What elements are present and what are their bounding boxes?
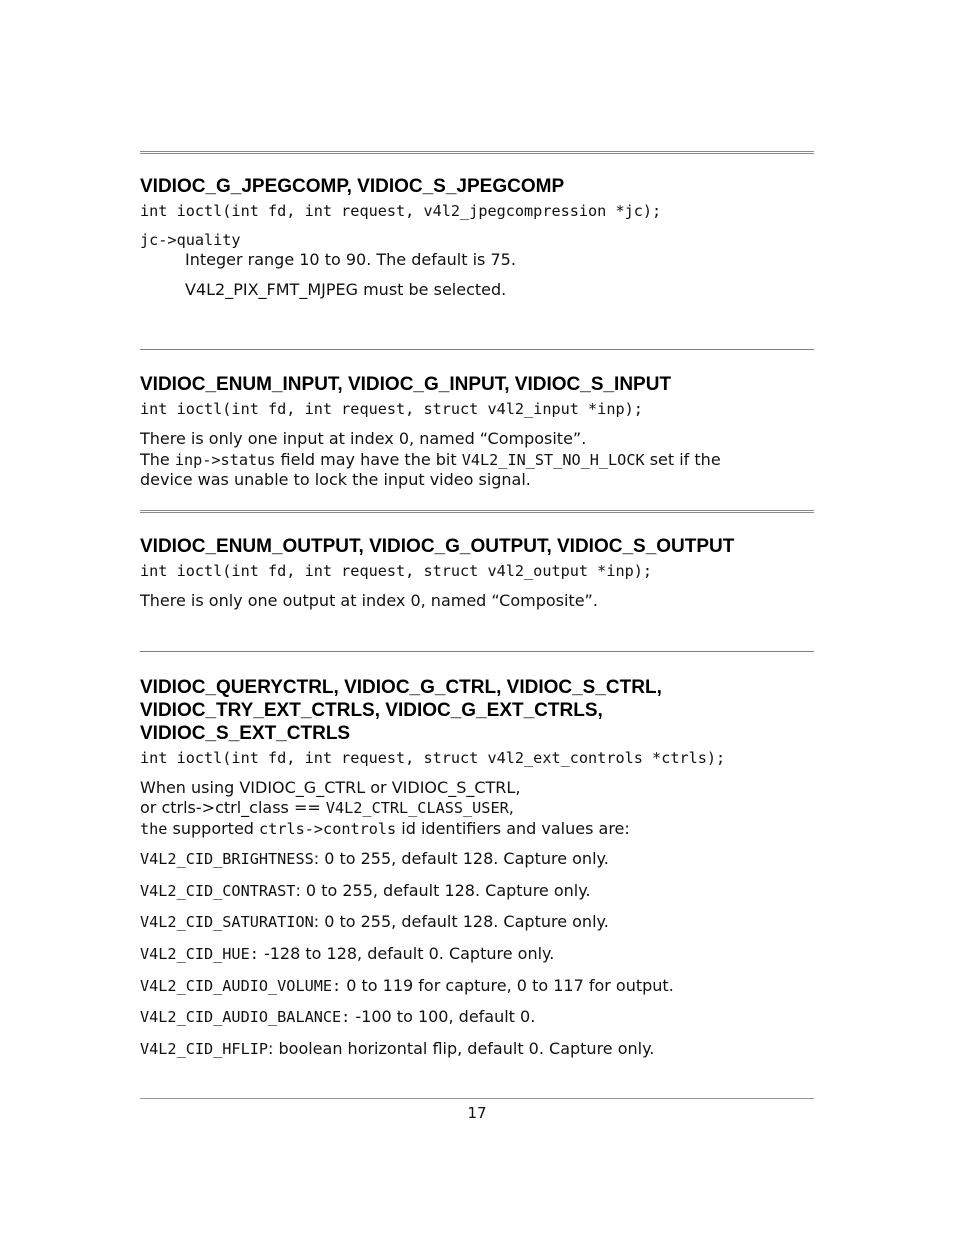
footer-divider xyxy=(140,1098,814,1099)
paragraph xyxy=(140,819,630,839)
control-desc: : 0 to 255, default 128. Capture only. xyxy=(313,849,609,868)
code-text: inp->status xyxy=(174,451,276,469)
control-item-contrast xyxy=(140,881,591,901)
control-item-hue xyxy=(140,944,554,964)
section-divider xyxy=(140,510,814,513)
code-text: ctrls->controls xyxy=(259,820,397,838)
control-id: V4L2_CID_AUDIO_BALANCE: xyxy=(140,1008,351,1026)
heading-line: VIDIOC_QUERYCTRL, VIDIOC_G_CTRL, VIDIOC_S_CTRL, xyxy=(140,677,662,698)
text: id identifiers and values are: xyxy=(396,819,630,838)
section-divider xyxy=(140,151,814,154)
paragraph xyxy=(140,798,514,818)
control-item-saturation xyxy=(140,912,609,932)
control-item-audio-balance xyxy=(140,1007,535,1027)
text: or ctrls->ctrl_class == xyxy=(140,798,326,817)
page-number: 17 xyxy=(467,1104,487,1122)
field-note: V4L2_PIX_FMT_MJPEG must be selected. xyxy=(185,280,507,299)
control-desc: : boolean horizontal flip, default 0. Capture only. xyxy=(268,1039,655,1058)
ioctl-signature: int ioctl(int fd, int request, struct v4l2_output *inp); xyxy=(140,562,653,580)
code-text: V4L2_IN_ST_NO_H_LOCK xyxy=(461,451,645,469)
paragraph xyxy=(140,450,721,470)
ioctl-signature: int ioctl(int fd, int request, struct v4l2_ext_controls *ctrls); xyxy=(140,749,726,767)
section-divider xyxy=(140,349,814,350)
code-text: the xyxy=(140,820,168,838)
ioctl-signature: int ioctl(int fd, int request, v4l2_jpegcompression *jc); xyxy=(140,202,662,220)
control-item-brightness xyxy=(140,849,609,869)
paragraph: There is only one output at index 0, named “Composite”. xyxy=(140,591,598,610)
control-desc: : 0 to 255, default 128. Capture only. xyxy=(313,912,609,931)
ioctl-signature: int ioctl(int fd, int request, struct v4l2_input *inp); xyxy=(140,400,643,418)
section-heading-output: VIDIOC_ENUM_OUTPUT, VIDIOC_G_OUTPUT, VIDIOC_S_OUTPUT xyxy=(140,536,735,557)
control-id: V4L2_CID_HFLIP xyxy=(140,1040,269,1058)
control-item-audio-volume xyxy=(140,976,674,996)
control-id: V4L2_CID_CONTRAST xyxy=(140,882,296,900)
paragraph: When using VIDIOC_G_CTRL or VIDIOC_S_CTRL, xyxy=(140,778,521,797)
field-description: Integer range 10 to 90. The default is 75. xyxy=(185,250,516,269)
paragraph: There is only one input at index 0, named “Composite”. xyxy=(140,429,587,448)
section-divider xyxy=(140,651,814,652)
control-desc: -128 to 128, default 0. Capture only. xyxy=(258,944,555,963)
section-heading-input: VIDIOC_ENUM_INPUT, VIDIOC_G_INPUT, VIDIOC_S_INPUT xyxy=(140,374,672,395)
control-desc: : 0 to 255, default 128. Capture only. xyxy=(295,881,591,900)
text: The xyxy=(140,450,175,469)
paragraph: device was unable to lock the input video signal. xyxy=(140,470,531,489)
control-desc: -100 to 100, default 0. xyxy=(350,1007,536,1026)
text: supported xyxy=(167,819,260,838)
text: set if the xyxy=(644,450,721,469)
code-text: V4L2_CTRL_CLASS_USER xyxy=(325,799,509,817)
section-heading-jpegcomp: VIDIOC_G_JPEGCOMP, VIDIOC_S_JPEGCOMP xyxy=(140,176,565,197)
control-desc: 0 to 119 for capture, 0 to 117 for output. xyxy=(341,976,674,995)
text: field may have the bit xyxy=(275,450,462,469)
heading-line: VIDIOC_S_EXT_CTRLS xyxy=(140,723,351,744)
control-id: V4L2_CID_HUE: xyxy=(140,945,259,963)
text: , xyxy=(508,798,514,817)
control-id: V4L2_CID_BRIGHTNESS xyxy=(140,850,314,868)
heading-line: VIDIOC_TRY_EXT_CTRLS, VIDIOC_G_EXT_CTRLS, xyxy=(140,700,603,721)
section-heading-ctrls xyxy=(140,676,814,745)
control-id: V4L2_CID_AUDIO_VOLUME: xyxy=(140,977,342,995)
control-id: V4L2_CID_SATURATION xyxy=(140,913,314,931)
control-item-hflip xyxy=(140,1039,654,1059)
field-name: jc->quality xyxy=(140,231,241,249)
